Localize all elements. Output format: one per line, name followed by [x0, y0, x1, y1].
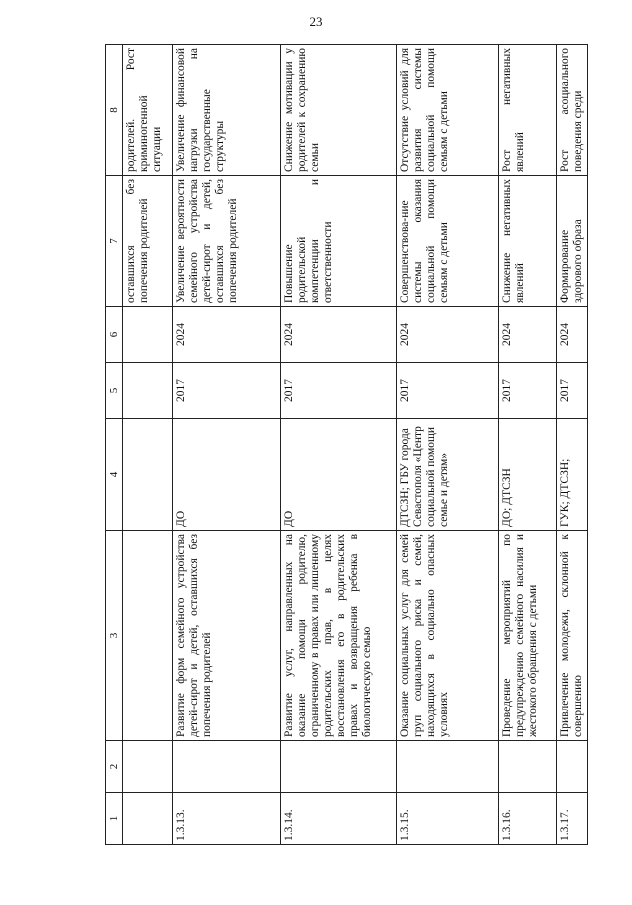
column-number: 1 — [106, 793, 123, 845]
row-col2 — [173, 741, 281, 793]
start-year — [123, 363, 173, 419]
end-year: 2024 — [557, 307, 588, 363]
measure-text: Проведение мероприятий по предупреждению семейного насилия и жестокого обращения с детьми — [499, 531, 557, 741]
end-year — [123, 307, 173, 363]
row-col2 — [281, 741, 397, 793]
start-year: 2017 — [281, 363, 397, 419]
row-col2 — [557, 741, 588, 793]
rotated-table-container — [105, 45, 590, 845]
end-year: 2024 — [397, 307, 499, 363]
table-row — [557, 45, 588, 845]
column-number: 6 — [106, 307, 123, 363]
executor: ДТСЗН; ГБУ города Севастополя «Центр социальной помощи семье и детям» — [397, 419, 499, 531]
row-number: 1.3.14. — [281, 793, 397, 845]
table-row — [281, 45, 397, 845]
row-col2 — [499, 741, 557, 793]
column-number: 3 — [106, 531, 123, 741]
risk-text: Увеличение финансовой нагрузки на государственные структуры — [173, 45, 281, 176]
measure-text: Привлечение молодежи, склонной к совершению — [557, 531, 588, 741]
start-year: 2017 — [499, 363, 557, 419]
measure-text — [123, 531, 173, 741]
executor: ДО — [173, 419, 281, 531]
expected-result: Повышение родительской компетенции и ответственности — [281, 176, 397, 307]
expected-result: Формирование здорового образа — [557, 176, 588, 307]
table-row — [173, 45, 281, 845]
table-row — [397, 45, 499, 845]
risk-text: родителей. Рост криминогенной ситуации — [123, 45, 173, 176]
measure-text: Оказание социальных услуг для семей груп социального риска и семей, находящихся в социально опасных условиях — [397, 531, 499, 741]
row-number: 1.3.17. — [557, 793, 588, 845]
risk-text: Снижение мотивации у родителей к сохранению семьи — [281, 45, 397, 176]
executor: ДО — [281, 419, 397, 531]
row-col2 — [397, 741, 499, 793]
risk-text: Отсутствие условий для развития системы социальной помощи семьям с детьми — [397, 45, 499, 176]
end-year: 2024 — [281, 307, 397, 363]
table-row — [499, 45, 557, 845]
start-year: 2017 — [557, 363, 588, 419]
start-year: 2017 — [397, 363, 499, 419]
row-number: 1.3.16. — [499, 793, 557, 845]
measure-text: Развитие форм семейного устройства детей-сирот и детей, оставшихся без попечения родителей — [173, 531, 281, 741]
row-number — [123, 793, 173, 845]
column-number: 2 — [106, 741, 123, 793]
executor: ГУК; ДТСЗН; — [557, 419, 588, 531]
column-number: 7 — [106, 176, 123, 307]
column-number: 5 — [106, 363, 123, 419]
executor: ДО; ДТСЗН — [499, 419, 557, 531]
end-year: 2024 — [173, 307, 281, 363]
expected-result: Увеличение вероятности семейного устройства детей-сирот и детей, оставшихся без попечения родителей — [173, 176, 281, 307]
measure-text: Развитие услуг, направленных на оказание помощи родителю, ограниченному в правах или лишенному родительских прав, в целях восстановления его в родительских правах и возвращения ребенка в биологическую семью — [281, 531, 397, 741]
executor — [123, 419, 173, 531]
expected-result: Снижение негативных явлений — [499, 176, 557, 307]
row-number: 1.3.15. — [397, 793, 499, 845]
column-number-row — [106, 45, 123, 845]
column-number: 4 — [106, 419, 123, 531]
table-row — [123, 45, 173, 845]
risk-text: Рост негативных явлений — [499, 45, 557, 176]
page-number: 23 — [309, 14, 323, 29]
row-col2 — [123, 741, 173, 793]
expected-result: Совершенствова-ние системы оказания социальной помощи семьям с детьми — [397, 176, 499, 307]
row-number: 1.3.13. — [173, 793, 281, 845]
end-year: 2024 — [499, 307, 557, 363]
risk-text: Рост асоциального поведения среди — [557, 45, 588, 176]
start-year: 2017 — [173, 363, 281, 419]
expected-result: оставшихся без попечения родителей — [123, 176, 173, 307]
measures-table — [105, 44, 588, 845]
column-number: 8 — [106, 45, 123, 176]
